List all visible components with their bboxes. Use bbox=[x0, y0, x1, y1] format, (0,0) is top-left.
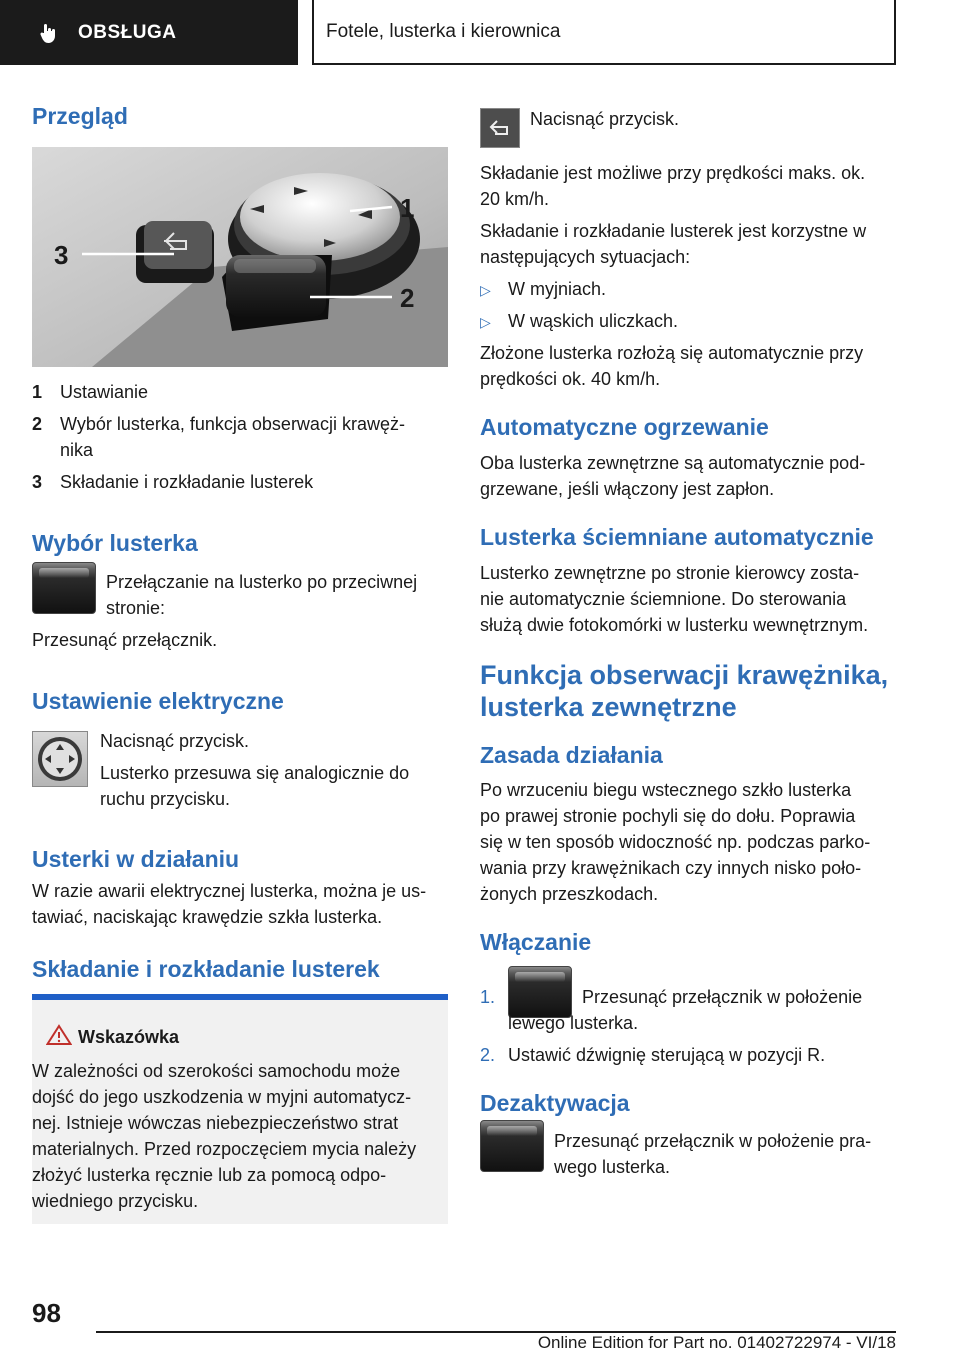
fault-text-1: W razie awarii elektrycznej lusterka, można je us- bbox=[32, 881, 427, 901]
select-text-2: stronie: bbox=[106, 598, 166, 618]
select-mirror-title: Wybór lusterka bbox=[32, 530, 198, 556]
off-text-2: wego lusterka. bbox=[554, 1157, 671, 1177]
section-tab bbox=[0, 0, 298, 65]
fold-speed-1: Składanie jest możliwe przy prędkości maks. ok. bbox=[480, 163, 866, 183]
principle-line-3: się w ten sposób widoczność np. podczas parko- bbox=[480, 832, 871, 852]
warning-line-2: dojść do jego uszkodzenia w myjni automatycz- bbox=[32, 1087, 412, 1107]
fold-speed-2: 20 km/h. bbox=[480, 189, 550, 209]
principle-line-2: po prawej stronie pochyli się do dołu. Poprawia bbox=[480, 806, 856, 826]
edition-text: Online Edition for Part no. 01402722974 - VI/18 bbox=[537, 1333, 896, 1352]
warning-line-1: W zależności od szerokości samochodu może bbox=[32, 1061, 401, 1081]
mirror-switch-thumbnail bbox=[32, 562, 96, 614]
dim-text-3: służą dwie fotokomórki w lusterku wewnętrznym. bbox=[480, 615, 869, 635]
figure-label-3: 3 bbox=[54, 240, 69, 270]
direction-pad-icon bbox=[33, 732, 87, 786]
electric-text-1: Lusterko przesuwa się analogicznie do bbox=[100, 763, 410, 783]
warning-line-5: złożyć lusterka ręcznie lub za pomocą odpo- bbox=[32, 1165, 387, 1185]
select-text-1: Przełączanie na lusterko po przeciwnej bbox=[106, 572, 418, 592]
heat-text-1: Oba lusterka zewnętrzne są automatycznie pod- bbox=[480, 453, 866, 473]
fold-title: Składanie i rozkładanie lusterek bbox=[32, 956, 380, 982]
page-number: 98 bbox=[32, 1298, 61, 1328]
chapter-tab bbox=[312, 0, 896, 65]
figure-label-1: 1 bbox=[400, 193, 415, 223]
warning-line-6: wiedniego przycisku. bbox=[32, 1191, 199, 1211]
overview-item-2: 2 Wybór lusterka, funkcja obserwacji krawęż- bbox=[32, 414, 405, 434]
electric-press: Nacisnąć przycisk. bbox=[100, 731, 250, 751]
off-title: Dezaktywacja bbox=[480, 1090, 630, 1116]
dim-title: Lusterka ściemniane automatycznie bbox=[480, 524, 874, 550]
chapter-name: Fotele, lusterka i kierownica bbox=[326, 20, 561, 42]
fault-text-2: tawiać, naciskając krawędzie szkła lusterka. bbox=[32, 907, 383, 927]
warning-box bbox=[32, 994, 448, 1224]
heat-text-2: grzewane, jeśli włączony jest zapłon. bbox=[480, 479, 775, 499]
fold-button-thumbnail bbox=[480, 108, 520, 148]
triangle-bullet-icon: ▷ bbox=[480, 314, 491, 330]
dim-text-2: nie automatycznie ściemnione. Do sterowania bbox=[480, 589, 847, 609]
unfold-2: prędkości ok. 40 km/h. bbox=[480, 369, 661, 389]
warning-line-3: nej. Istnieje wówczas niebezpieczeństwo strat bbox=[32, 1113, 399, 1133]
warning-line-4: materialnych. Przed rozpoczęciem mycia należy bbox=[32, 1139, 417, 1159]
adjust-knob-thumbnail bbox=[32, 731, 88, 787]
fold-useful-1: Składanie i rozkładanie lusterek jest korzystne w bbox=[480, 221, 867, 241]
curb-title-2: lusterka zewnętrzne bbox=[480, 692, 737, 722]
unfold-1: Złożone lusterka rozłożą się automatycznie przy bbox=[480, 343, 864, 363]
warning-triangle-icon bbox=[46, 1024, 72, 1046]
step-number-2: 2. bbox=[480, 1045, 496, 1065]
principle-line-5: żonych przeszkodach. bbox=[480, 884, 659, 904]
overview-item-1: 1 Ustawianie bbox=[32, 382, 149, 402]
warning-title: Wskazówka bbox=[78, 1027, 180, 1047]
bullet-item-2: ▷ W wąskich uliczkach. bbox=[480, 308, 678, 335]
step-1-line-2: lewego lusterka. bbox=[508, 1013, 639, 1033]
overview-item-3: 3 Składanie i rozkładanie lusterek bbox=[32, 472, 314, 492]
fold-mirror-icon bbox=[481, 109, 519, 147]
step-2-line-1: Ustawić dźwignię sterującą w pozycji R. bbox=[508, 1045, 826, 1065]
principle-line-1: Po wrzuceniu biegu wstecznego szkło lusterka bbox=[480, 780, 852, 800]
bullet-item-1: ▷ W myjniach. bbox=[480, 276, 606, 303]
curb-title-1: Funkcja obserwacji krawężnika, bbox=[480, 660, 889, 690]
fold-press: Nacisnąć przycisk. bbox=[530, 109, 680, 129]
mirror-switch-thumbnail bbox=[480, 1120, 544, 1172]
step-number-1: 1. bbox=[480, 987, 496, 1007]
overview-item-2-cont: nika bbox=[60, 440, 94, 460]
electric-title: Ustawienie elektryczne bbox=[32, 688, 284, 714]
fault-title: Usterki w działaniu bbox=[32, 846, 240, 872]
step-1-line-1: Przesunąć przełącznik w położenie bbox=[582, 987, 863, 1007]
electric-text-2: ruchu przycisku. bbox=[100, 789, 231, 809]
figure-label-2: 2 bbox=[400, 283, 415, 313]
principle-line-4: wania przy krawężnikach czy innych nisko poło- bbox=[480, 858, 862, 878]
overview-title: Przegląd bbox=[32, 103, 128, 129]
on-title: Włączanie bbox=[480, 929, 592, 955]
hand-icon bbox=[38, 22, 60, 44]
triangle-bullet-icon: ▷ bbox=[480, 282, 491, 298]
select-action: Przesunąć przełącznik. bbox=[32, 630, 218, 650]
section-name: OBSŁUGA bbox=[78, 21, 177, 43]
principle-title: Zasada działania bbox=[480, 742, 663, 768]
fold-useful-2: następujących sytuacjach: bbox=[480, 247, 691, 267]
heat-title: Automatyczne ogrzewanie bbox=[480, 414, 769, 440]
mirror-controls-figure bbox=[32, 147, 448, 367]
off-text-1: Przesunąć przełącznik w położenie pra- bbox=[554, 1131, 872, 1151]
dim-text-1: Lusterko zewnętrzne po stronie kierowcy zosta- bbox=[480, 563, 860, 583]
